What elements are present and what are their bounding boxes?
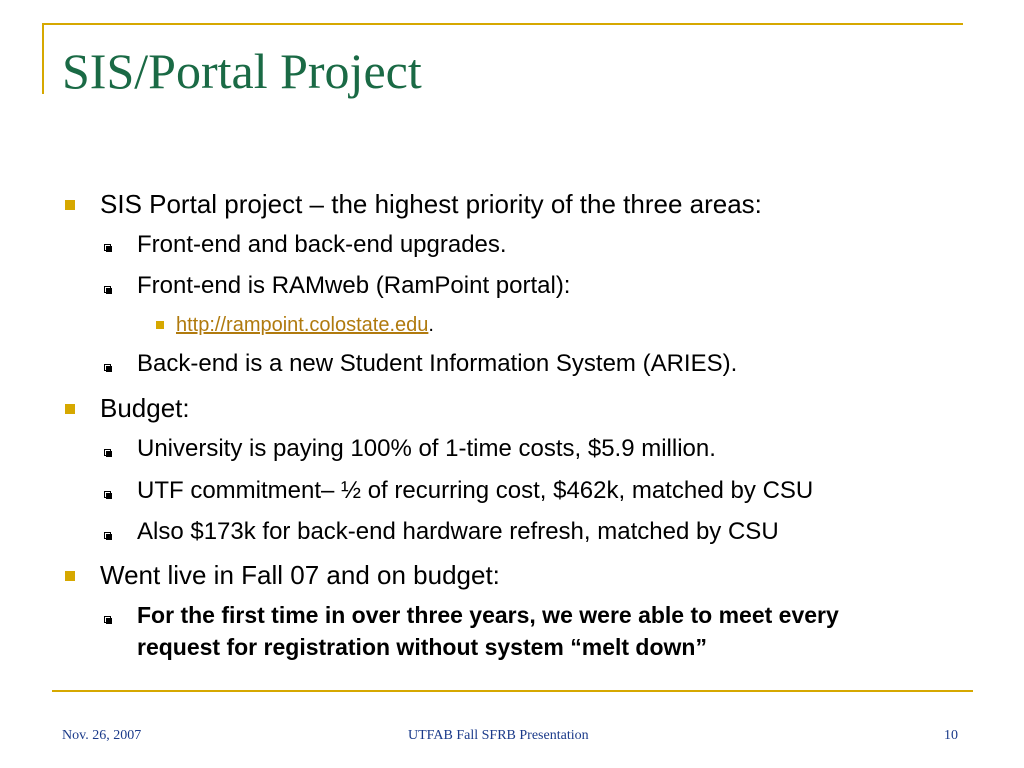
rampoint-link[interactable]: http://rampoint.colostate.edu: [176, 314, 429, 336]
frame-top-rule: [42, 23, 963, 25]
footer-date: Nov. 26, 2007: [62, 728, 142, 743]
sub-bullet-aries: Back-end is a new Student Information System (ARIES).: [137, 350, 738, 377]
bullet-square-icon: [65, 404, 75, 414]
bullet-hollow-square-icon: [104, 286, 111, 293]
frame-left-rule: [42, 23, 44, 94]
bullet-text-sis-portal: SIS Portal project – the highest priority of the three areas:: [100, 189, 762, 219]
footer-page-number: 10: [944, 728, 958, 743]
bullet-square-icon: [65, 571, 75, 581]
sub-bullet-first-time-line1: For the first time in over three years, we were able to meet every: [137, 602, 839, 628]
bullet-hollow-square-icon: [104, 244, 111, 251]
bullet-hollow-square-icon: [104, 491, 111, 498]
bullet-square-icon: [156, 321, 164, 329]
footer-rule: [52, 690, 973, 692]
sub-bullet-hardware-refresh: Also $173k for back-end hardware refresh, matched by CSU: [137, 518, 779, 545]
bullet-hollow-square-icon: [104, 449, 111, 456]
bullet-square-icon: [65, 200, 75, 210]
link-suffix: .: [428, 314, 434, 336]
bullet-hollow-square-icon: [104, 364, 111, 371]
sub-bullet-first-time-line2: request for registration without system “melt down”: [137, 634, 707, 660]
sub-bullet-ramweb: Front-end is RAMweb (RamPoint portal):: [137, 272, 571, 299]
sub-bullet-university-paying: University is paying 100% of 1-time costs, $5.9 million.: [137, 435, 716, 462]
footer-title: UTFAB Fall SFRB Presentation: [408, 728, 589, 743]
bullet-text-budget: Budget:: [100, 393, 190, 423]
slide-title: SIS/Portal Project: [62, 43, 422, 99]
sub-bullet-utf-commitment: UTF commitment– ½ of recurring cost, $462k, matched by CSU: [137, 477, 814, 504]
bullet-text-went-live: Went live in Fall 07 and on budget:: [100, 560, 500, 590]
bullet-hollow-square-icon: [104, 616, 111, 623]
sub-sub-bullet-link-line: [176, 313, 434, 337]
bullet-hollow-square-icon: [104, 532, 111, 539]
sub-bullet-upgrades: Front-end and back-end upgrades.: [137, 231, 507, 258]
